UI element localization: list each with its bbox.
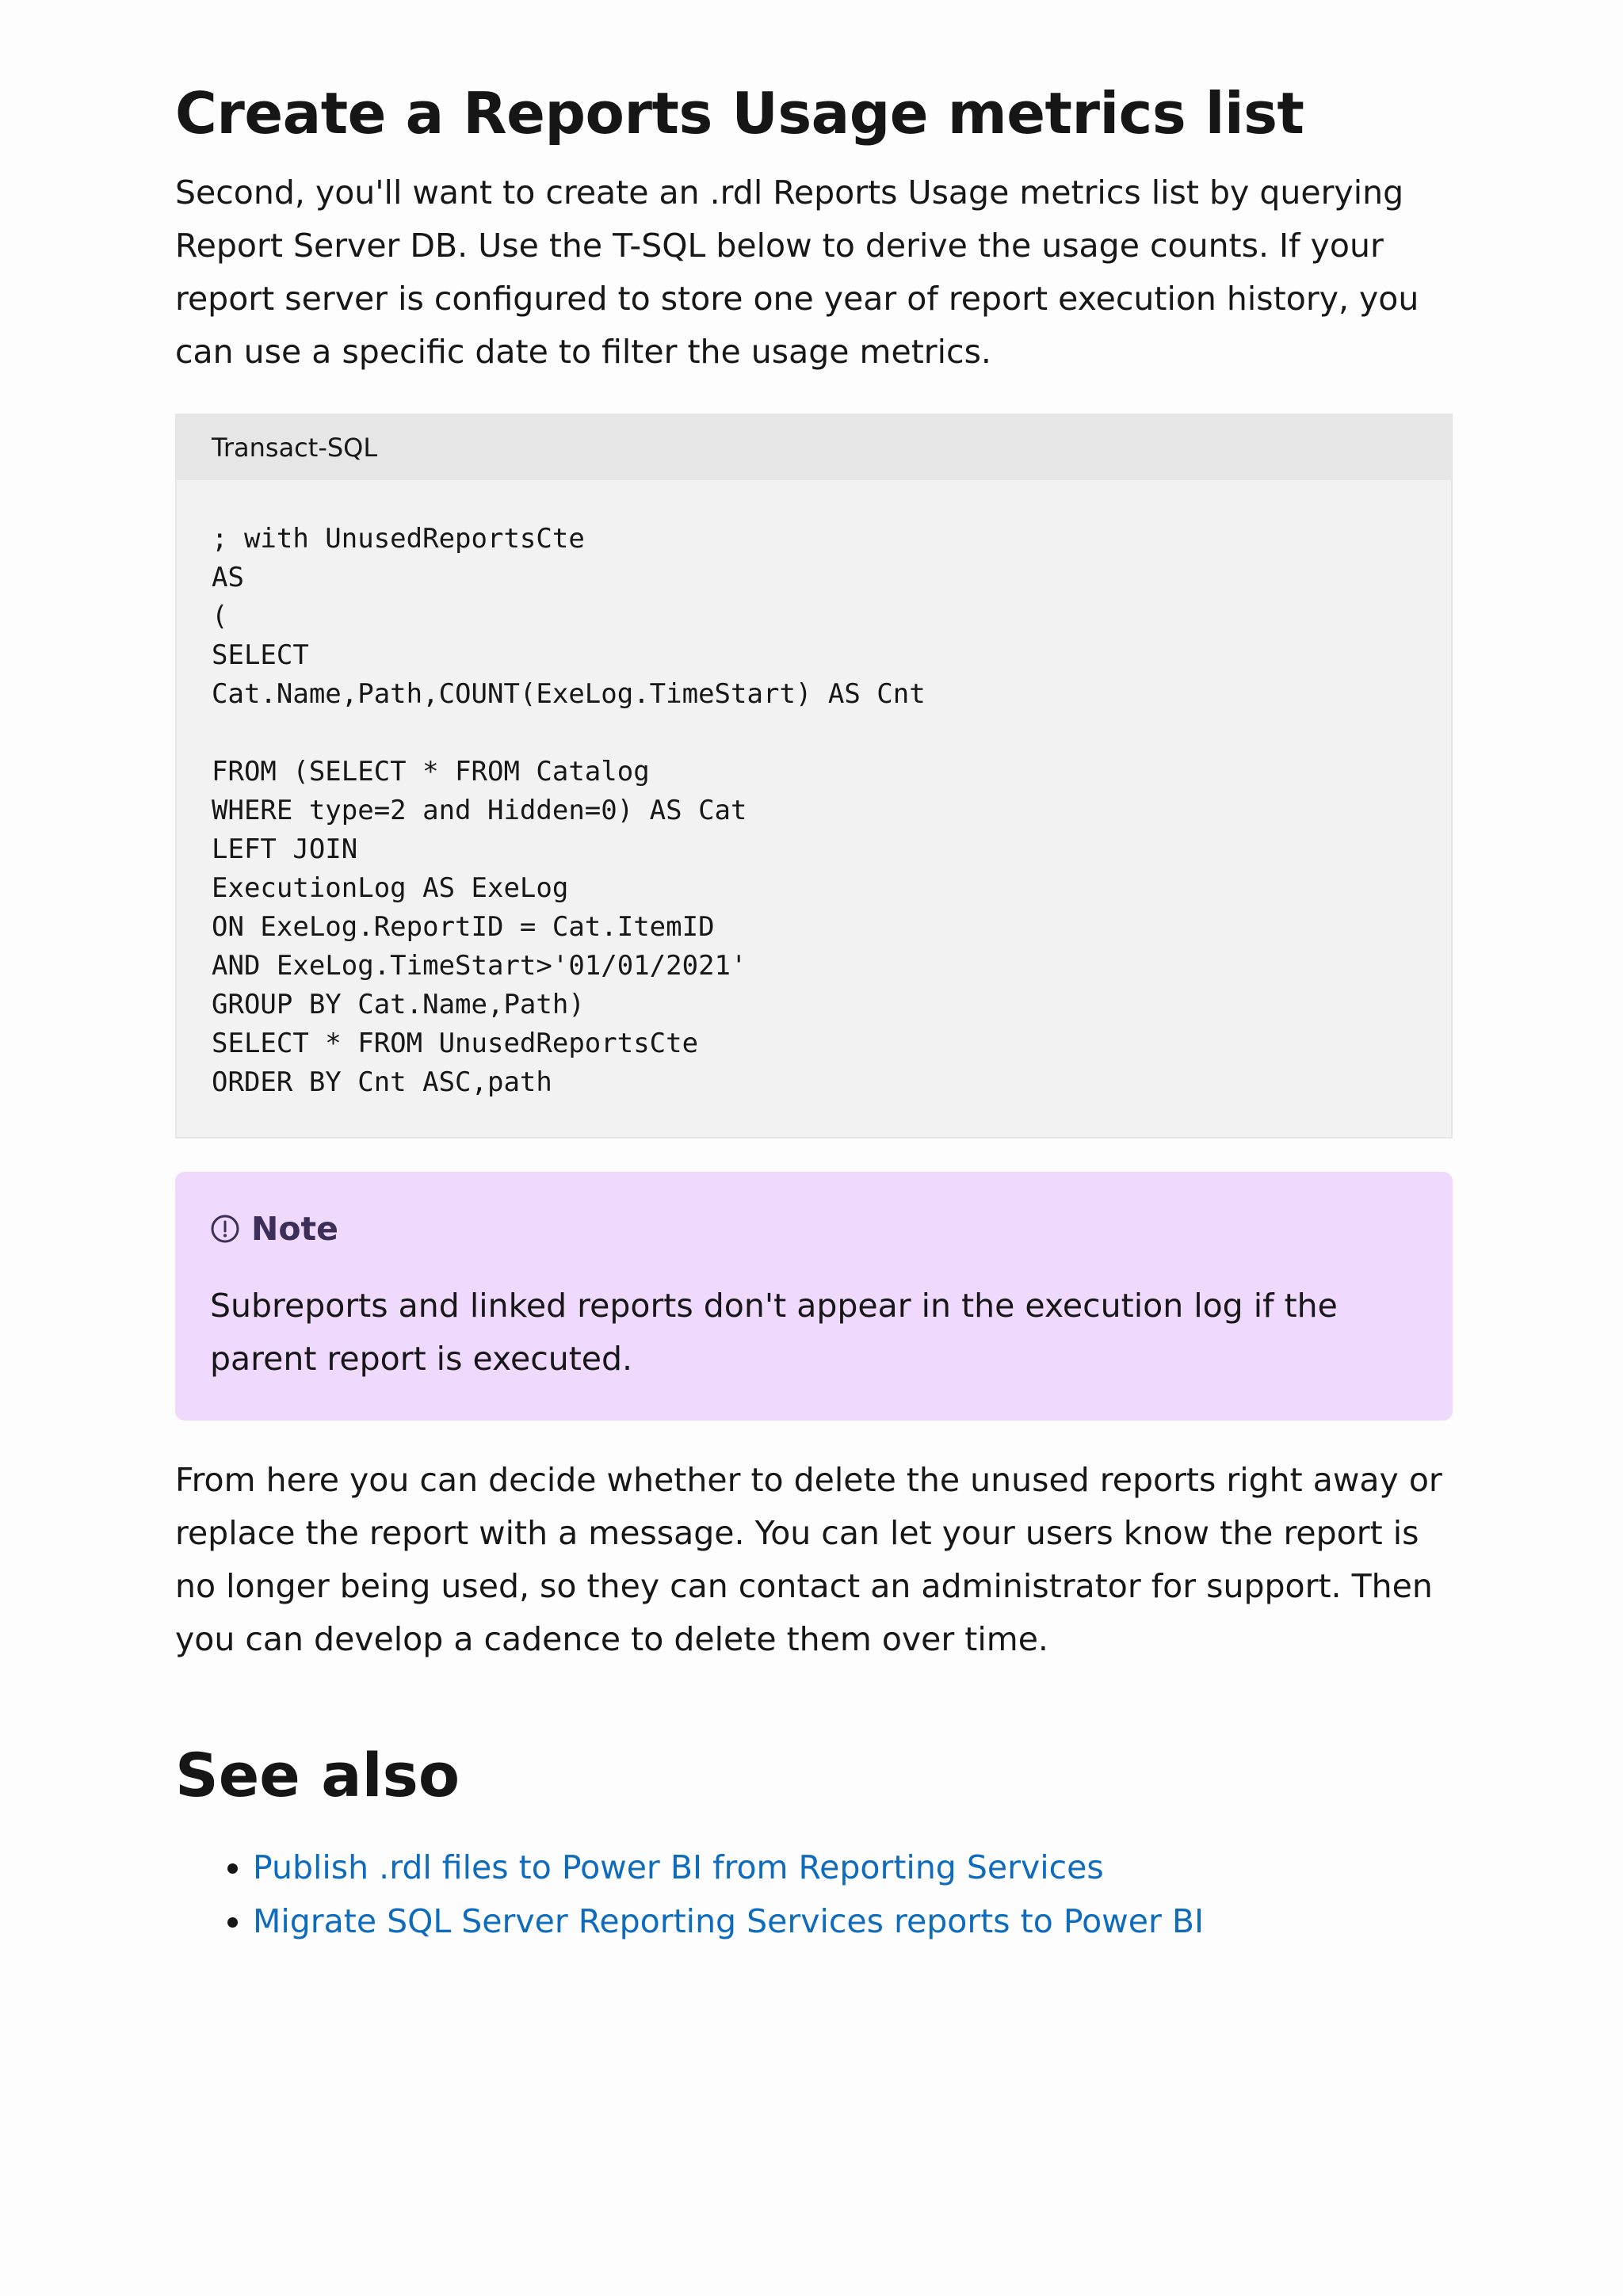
note-callout [175, 1172, 1453, 1421]
code-block [175, 414, 1453, 1138]
see-also-list [175, 1840, 1453, 1948]
section-heading: Create a Reports Usage metrics list [175, 80, 1304, 147]
note-title: Note [251, 1210, 338, 1249]
code-content[interactable]: ; with UnusedReportsCte AS ( SELECT Cat.Name,Path,COUNT(ExeLog.TimeStart) AS Cnt FROM (SELECT * FROM Catalog WHERE type=2 and Hidden=0) AS Cat LEFT JOIN ExecutionLog AS ExeLog ON ExeLog.ReportID = Cat.ItemID AND ExeLog.TimeStart>'01/01/2021' GROUP BY Cat.Name,Path) SELECT * FROM UnusedReportsCte ORDER BY Cnt ASC,path [212, 523, 926, 1099]
intro-paragraph: Second, you'll want to create an .rdl Reports Usage metrics list by querying Report Server DB. Use the T-SQL below to derive the usage counts. If your report server is configured to store one year of report execution history, you can use a specific date to filter the usage metrics. [175, 174, 1419, 372]
list-item [253, 1840, 1453, 1894]
note-heading [210, 1210, 1418, 1248]
code-language-label: Transact-SQL [177, 415, 1451, 480]
list-item [253, 1894, 1453, 1948]
info-icon [210, 1214, 240, 1244]
link-publish-rdl-files[interactable]: Publish .rdl files to Power BI from Reporting Services [253, 1848, 1104, 1886]
link-migrate-ssrs-reports[interactable]: Migrate SQL Server Reporting Services reports to Power BI [253, 1901, 1205, 1940]
see-also-heading: See also [175, 1740, 460, 1811]
note-text: Subreports and linked reports don't appear in the execution log if the parent report is executed. [210, 1287, 1338, 1379]
article-content [175, 79, 1453, 1948]
followup-paragraph: From here you can decide whether to delete the unused reports right away or replace the report with a message. You can let your users know the report is no longer being used, so they can contact an administrator for support. Then you can develop a cadence to delete them over time. [175, 1461, 1442, 1659]
